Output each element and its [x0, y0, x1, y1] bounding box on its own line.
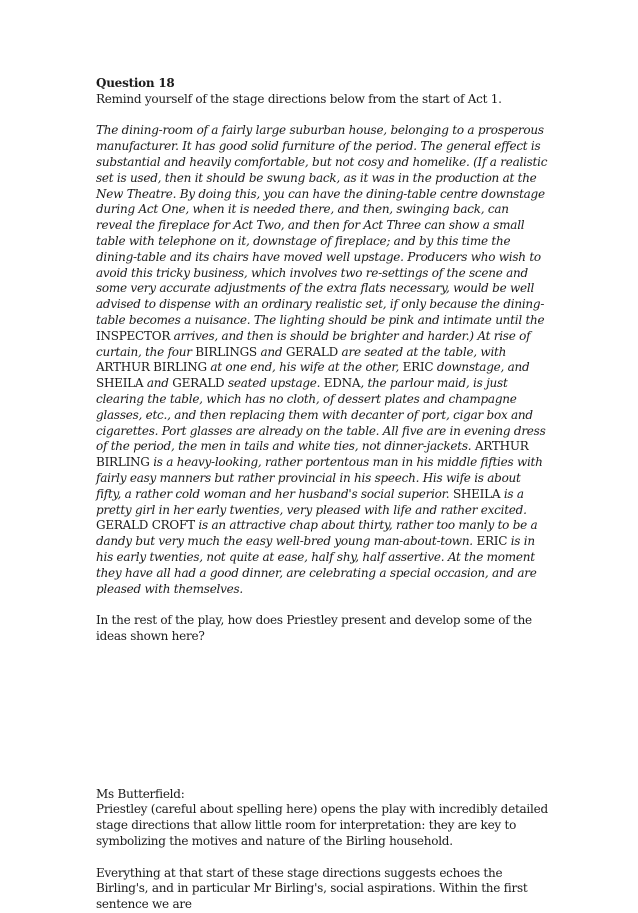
- character-name: EDNA: [323, 376, 361, 391]
- character-name: SHEILA: [452, 486, 501, 501]
- stage-direction-text: is a heavy-looking, rather portentous man in his middle fifties with fairly easy manners but rather provincial in his speech. His wife is about fifty, a rather cold woman and her husband's social superior.: [96, 455, 543, 501]
- document-page: [96, 76, 548, 913]
- character-name: SHEILA: [96, 376, 144, 391]
- stage-directions-extract: [96, 123, 548, 597]
- character-name: ERIC: [476, 534, 508, 549]
- stage-direction-text: seated upstage.: [224, 376, 324, 391]
- character-name: GERALD CROFT: [96, 518, 195, 533]
- stage-direction-text: at one end, his wife at the other,: [206, 360, 403, 375]
- character-name: BIRLINGS: [195, 344, 257, 359]
- stage-direction-text: and: [256, 344, 286, 359]
- stage-direction-text: is a pretty girl in her early twenties, very pleased with life and rather excited.: [96, 486, 527, 517]
- question-intro: Remind yourself of the stage directions below from the start of Act 1.: [96, 91, 502, 106]
- character-name: GERALD: [285, 344, 338, 359]
- character-name: ERIC: [402, 360, 434, 375]
- spacer: [96, 108, 548, 124]
- stage-direction-text: and: [143, 376, 173, 391]
- answer-paragraph-1: Priestley (careful about spelling here) opens the play with incredibly detailed stage directions that allow little room for interpretation: they are key to symbolizing the motives and nature of the Birling household.: [96, 802, 548, 849]
- stage-direction-text: is an attractive chap about thirty, rather too manly to be a dandy but very much the easy well-bred young man-about-town.: [96, 518, 538, 549]
- essay-question: In the rest of the play, how does Priestley present and develop some of the ideas shown here?: [96, 613, 532, 643]
- model-answer: [96, 787, 548, 913]
- answer-space: [96, 645, 548, 787]
- stage-direction-text: arrives, and then is should be brighter and harder.) At rise of curtain, the four: [96, 328, 531, 359]
- answer-paragraph-2: Everything at that start of these stage directions suggests echoes the Birling's, and in particular Mr Birling's, social aspirations. Within the first sentence we are: [96, 865, 528, 912]
- spacer: [96, 597, 548, 613]
- answer-author: Ms Butterfield:: [96, 786, 185, 801]
- stage-direction-text: The dining-room of a fairly large suburban house, belonging to a prosperous manufacturer. It has good solid furniture of the period. The general effect is substantial and heavily comfortable, but not cosy and homelike. (If a realistic set is used, then it should be swung back, as it was in the production at the New Theatre. By doing this, you can have the dining-table centre downstage during Act One, when it is needed there, and then, swinging back, can reveal the fireplace for Act Two, and then for Act Three can show a small table with telephone on it, downstage of fireplace; and by this time the dining-table and its chairs have moved well upstage. Producers who wish to avoid this tricky business, which involves two re-settings of the scene and some very accurate adjustments of the extra flats necessary, would be well advised to dispense with an ordinary realistic set, if only because the dining-table becomes a nuisance. The lighting should be pink and intimate until the: [96, 123, 548, 327]
- stage-direction-text: is in his early twenties, not quite at ease, half shy, half assertive. At the moment they have all had a good dinner, are celebrating a special occasion, and are pleased with themselves.: [96, 534, 537, 596]
- question-title: Question 18: [96, 76, 175, 90]
- stage-direction-text: are seated at the table, with: [337, 344, 507, 359]
- character-name: ARTHUR BIRLING: [96, 360, 207, 375]
- character-name: ARTHUR BIRLING: [96, 439, 529, 470]
- stage-direction-text: downstage, and: [433, 360, 530, 375]
- spacer: [96, 850, 548, 866]
- character-name: GERALD: [172, 376, 225, 391]
- character-name: INSPECTOR: [96, 328, 171, 343]
- stage-direction-text: , the parlour maid, is just clearing the table, which has no cloth, of dessert plates and champagne glasses, etc., and then replacing them with decanter of port, cigar box and cigarettes. Port glasses are already on the table. All five are in evening dress of the period, the men in tails and white ties, not dinner-jackets.: [96, 376, 546, 454]
